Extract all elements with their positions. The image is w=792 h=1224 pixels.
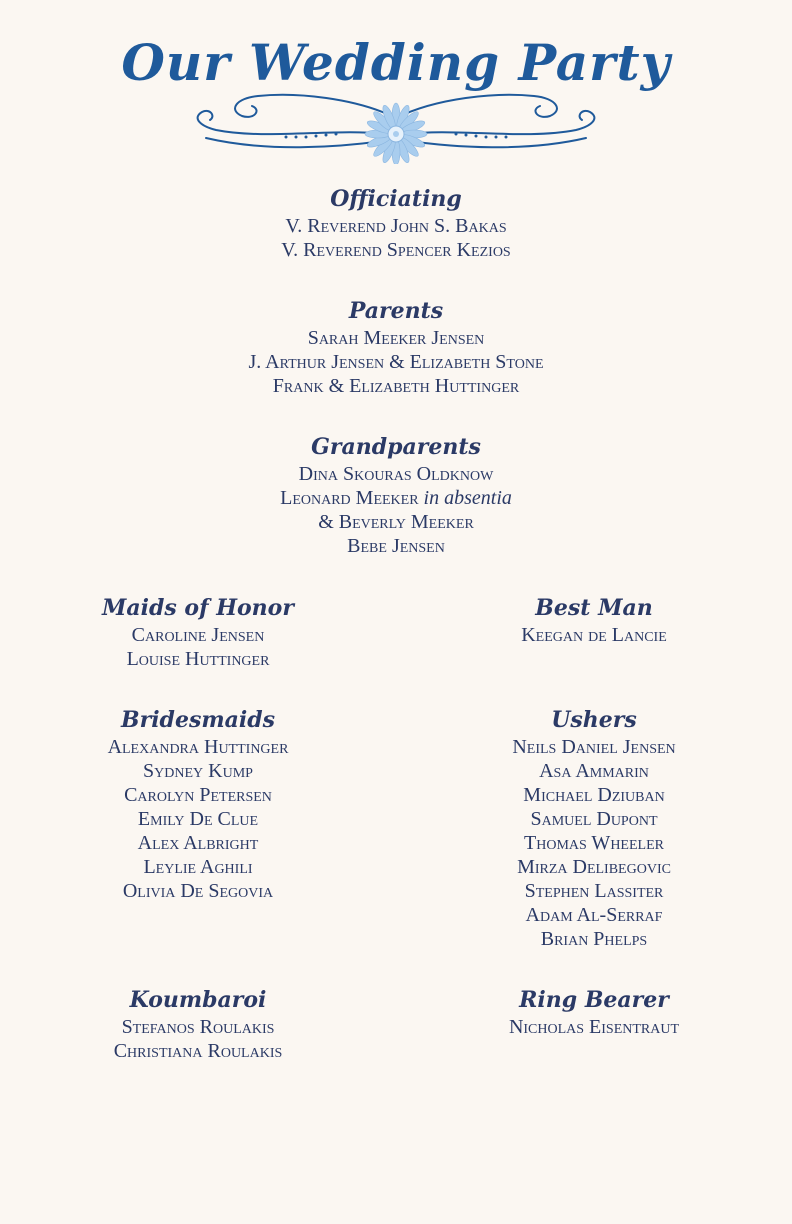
officiating-names [96,214,696,262]
bridesmaids-heading: Bridesmaids [121,707,275,733]
parent-name: Sarah Meeker Jensen [307,327,485,349]
maid-of-honor-name: Louise Huttinger [126,648,270,670]
in-absentia-note: in absentia [423,487,512,509]
usher-name: Stephen Lassiter [524,880,664,902]
officiating-heading: Officiating [330,186,462,212]
koumbaro-name: Christiana Roulakis [113,1040,283,1062]
officiant-name: V. Reverend Spencer Kezios [281,239,511,261]
usher-name: Asa Ammarin [539,760,649,782]
maids-of-honor-heading: Maids of Honor [102,595,294,621]
flourish-ornament-icon [186,88,606,164]
best-man-name: Keegan de Lancie [521,624,667,646]
usher-name: Samuel Dupont [530,808,658,830]
parent-name: J. Arthur Jensen & Elizabeth Stone [248,351,544,373]
grandparents-heading: Grandparents [311,434,481,460]
parents-section [96,296,696,398]
page-title: Our Wedding Party [121,33,671,92]
best-man-section [444,593,744,647]
best-man-heading: Best Man [535,595,653,621]
bridesmaids-names [48,735,348,903]
ring-bearer-heading: Ring Bearer [519,987,669,1013]
usher-name: Neils Daniel Jensen [512,736,676,758]
ushers-names [444,735,744,951]
bridesmaid-name: Carolyn Petersen [124,784,272,806]
usher-name: Adam Al-Serraf [525,904,663,926]
koumbaroi-heading: Koumbaroi [129,987,267,1013]
parents-heading: Parents [348,298,444,324]
ring-bearer-names [444,1015,744,1039]
bridesmaids-section [48,705,348,903]
ring-bearer-name: Nicholas Eisentraut [508,1016,680,1038]
parent-name: Frank & Elizabeth Huttinger [272,375,520,397]
koumbaroi-section [48,985,348,1063]
bridesmaid-name: Alex Albright [137,832,259,854]
usher-name: Michael Dziuban [523,784,665,806]
bridesmaid-name: Emily De Clue [137,808,259,830]
bridesmaid-name: Leylie Aghili [143,856,253,878]
grandparents-names [96,462,696,558]
maids-of-honor-names [48,623,348,671]
parents-names [96,326,696,398]
usher-name: Brian Phelps [540,928,648,950]
best-man-names [444,623,744,647]
usher-name: Thomas Wheeler [524,832,664,854]
officiant-name: V. Reverend John S. Bakas [285,215,507,237]
usher-name: Mirza Delibegovic [517,856,671,878]
grandparent-name: & Beverly Meeker [318,511,474,533]
koumbaro-name: Stefanos Roulakis [121,1016,275,1038]
ring-bearer-section [444,985,744,1039]
ushers-section [444,705,744,951]
maid-of-honor-name: Caroline Jensen [131,624,265,646]
koumbaroi-names [48,1015,348,1063]
grandparent-name-text: Leonard Meeker [280,487,419,509]
grandparent-name: Bebe Jensen [347,535,445,557]
maids-of-honor-section [48,593,348,671]
ushers-heading: Ushers [551,707,637,733]
officiating-section [96,184,696,262]
grandparent-name: Dina Skouras Oldknow [298,463,494,485]
grandparent-name [96,486,696,510]
grandparents-section [96,432,696,558]
bridesmaid-name: Alexandra Huttinger [107,736,289,758]
bridesmaid-name: Olivia De Segovia [122,880,274,902]
bridesmaid-name: Sydney Kump [143,760,253,782]
